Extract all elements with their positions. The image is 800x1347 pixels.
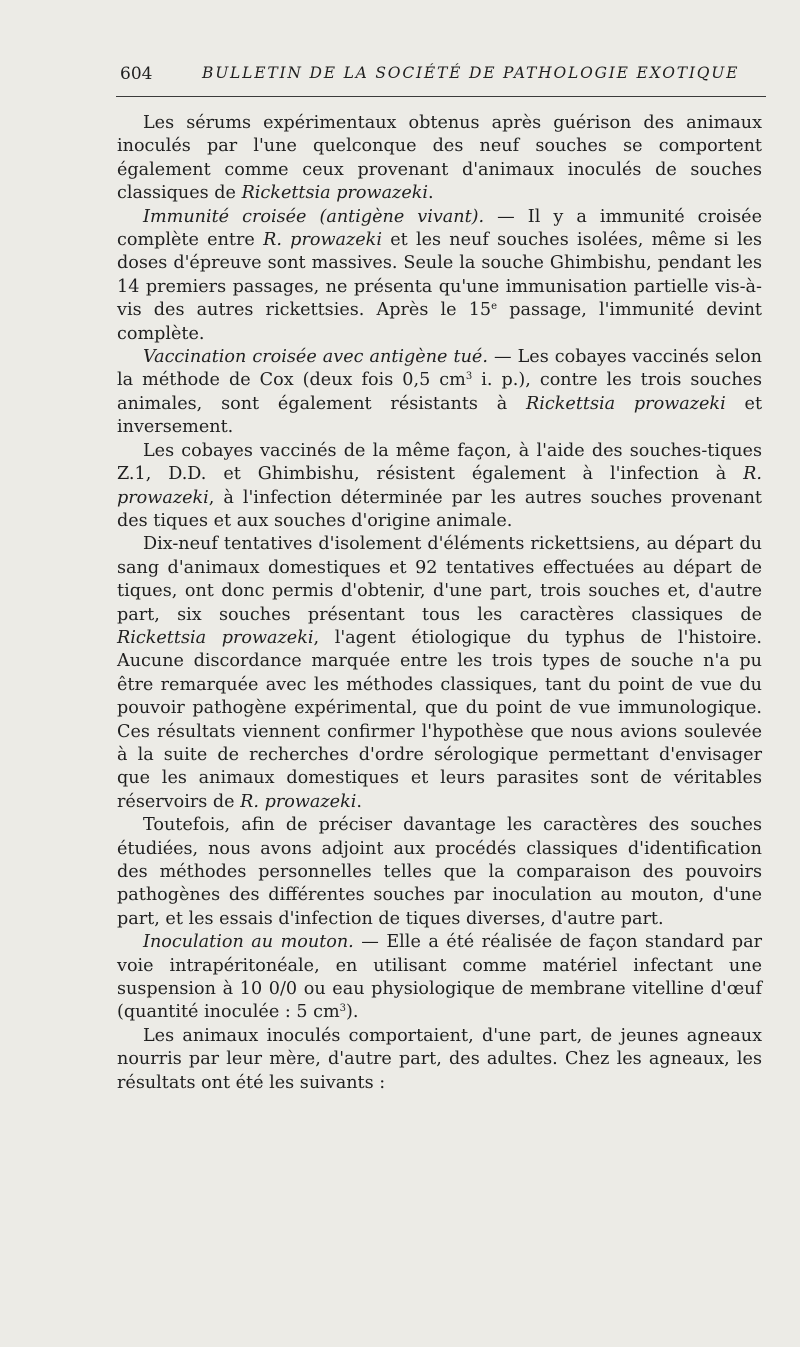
paragraph-text: et inversement. bbox=[117, 393, 763, 438]
paragraph-text: Dix-neuf tentatives d'isolement d'éléments rickettsiens, au départ du sang d'animaux domestiques et 92 tentatives effectuées au départ de tiques, ont donc permis d'obtenir, d'une part, trois souches et, d'autre part, six souches présentant tous les caractères classiques de bbox=[117, 534, 762, 625]
paragraph-text: Toutefois, afin de préciser davantage les caractères des souches étudiées, nous avons adjoint aux procédés classiques d'identification des méthodes personnelles telles que la comparaison des pouvoirs pathogènes des différentes souches par inoculation au mouton, d'une part, et les essais d'infection de tiques diverses, d'autre part. bbox=[117, 815, 762, 929]
superscript: 3 bbox=[465, 371, 473, 383]
paragraph-text: Les animaux inoculés comportaient, d'une part, de jeunes agneaux nourris par leur mère, d'autre part, des adultes. Chez les agneaux, les résultats ont été les suivants : bbox=[117, 1025, 762, 1093]
paragraph-text: Les sérums expérimentaux obtenus après guérison des animaux inoculés par l'une quelconque des neuf souches se comportent également comme ceux provenant d'animaux inoculés de souches classiques de bbox=[117, 113, 762, 204]
paragraph-text: — Les cobayes vaccinés selon la méthode de Cox (deux fois 0,5 cm bbox=[117, 347, 762, 391]
paragraph-text: , à l'infection déterminée par les autres souches provenant des tiques et aux souches d'origine animale. bbox=[117, 487, 762, 531]
paragraph-text: , l'agent étiologique du typhus de l'histoire. Aucune discordance marquée entre les trois types de souche n'a pu être remarquée avec les méthodes classiques, tant du point de vue du pouvoir pathogène expérimental, que du point de vue immunologique. Ces résultats viennent confirmer l'hypothèse que nous avions soulevée à la suite de recherches d'ordre sérologique permettant d'envisager que les animaux domestiques et leurs parasites sont de véritables réservoirs de bbox=[117, 627, 762, 812]
paragraph-text: — Elle a été réalisée de façon standard par voie intrapéritonéale, en utilisant comme matériel infectant une suspension à 10 0/0 ou eau physiologique de membrane vitelline d'œuf (quantité inoculée : 5 cm bbox=[117, 932, 762, 1023]
paragraph-text: ). bbox=[346, 1002, 359, 1023]
species-name: Rickettsia prowazeki bbox=[526, 393, 726, 414]
paragraph-guinea-pigs bbox=[117, 440, 762, 534]
paragraph-text: — Il y a immunité croisée complète entre bbox=[117, 206, 762, 251]
header-rule bbox=[116, 96, 766, 97]
paragraph-cross-vaccination bbox=[117, 346, 762, 440]
body-text bbox=[117, 112, 762, 1095]
paragraph-text: i. p.), contre les trois souches animales, sont également résistants à bbox=[117, 370, 762, 414]
species-name: R. prowazeki bbox=[263, 230, 382, 251]
paragraph-sheep-inoculation bbox=[117, 931, 762, 1025]
section-heading: Inoculation au mouton. bbox=[143, 932, 354, 953]
paragraph-text: et les neuf souches isolées, même si les doses d'épreuve sont massives. Seule la souche Ghimbishu, pendant les 14 premiers passages, ne présenta qu'une immunisation partielle vis-à-vis des autres rickettsies. Après le 15 bbox=[117, 230, 763, 321]
superscript: 3 bbox=[339, 1003, 347, 1015]
section-heading: Immunité croisée (antigène vivant). bbox=[143, 206, 485, 227]
paragraph-text: Les cobayes vaccinés de la même façon, à l'aide des souches-tiques Z.1, D.D. et Ghimbishu, résistent également à l'infection à bbox=[117, 440, 762, 485]
running-title: BULLETIN DE LA SOCIÉTÉ DE PATHOLOGIE EXOTIQUE bbox=[202, 64, 740, 82]
page-number: 604 bbox=[120, 64, 153, 84]
paragraph-cross-immunity bbox=[117, 206, 762, 346]
paragraph-methods bbox=[117, 814, 762, 931]
paragraph-text: . bbox=[356, 791, 362, 812]
species-name: R. prowazeki bbox=[240, 791, 357, 812]
paragraph-sera bbox=[117, 112, 762, 206]
page-header bbox=[120, 62, 760, 92]
species-name: R. prowazeki bbox=[117, 464, 762, 508]
paragraph-isolation bbox=[117, 533, 762, 814]
superscript: e bbox=[491, 301, 498, 313]
paragraph-lambs bbox=[117, 1025, 762, 1095]
section-heading: Vaccination croisée avec antigène tué. bbox=[143, 347, 488, 368]
species-name: Rickettsia prowazeki bbox=[241, 183, 429, 204]
species-name: Rickettsia prowazeki bbox=[117, 627, 314, 648]
paragraph-text: passage, l'immunité devint complète. bbox=[117, 300, 762, 344]
paragraph-text: . bbox=[428, 183, 434, 204]
